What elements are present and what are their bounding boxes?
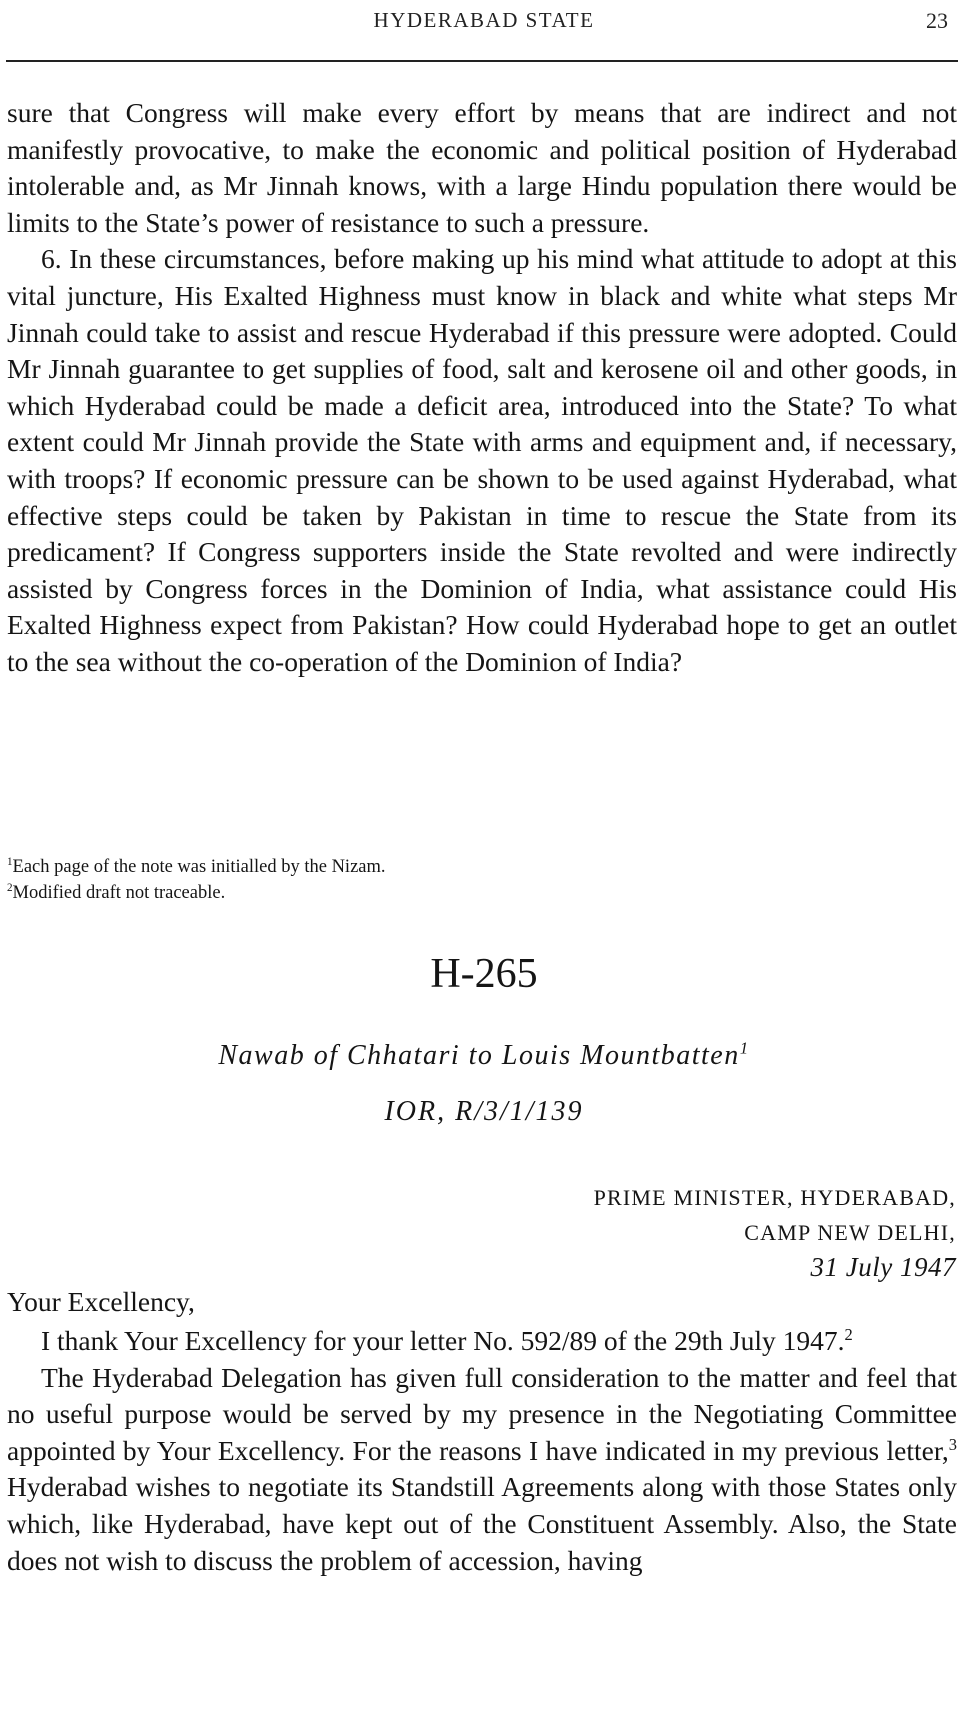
letter-paragraph-1 xyxy=(7,1323,957,1360)
letter-paragraph-2-text-a: The Hyderabad Delegation has given full consideration to the matter and feel that no useful purpose would be served by my presence in the Negotiating Committee appointed by Your Excellency. For the reasons I have indicated in my previous letter, xyxy=(7,1361,957,1466)
footnote-1 xyxy=(7,854,957,880)
letter-paragraph-2-text-b: Hyderabad wishes to negotiate its Standstill Agreements along with those States only which, like Hyderabad, have kept out of the Constituent Assembly. Also, the State does not wish to discuss the problem of accession, having xyxy=(7,1471,957,1576)
letter-address xyxy=(594,1180,956,1285)
paragraph-continued: sure that Congress will make every effort by means that are indirect and not manifestly provocative, to make the economic and political position of Hyderabad intolerable and, as Mr Jinnah knows, with a large Hindu population there would be limits to the State’s power of resistance to such a pressure. xyxy=(7,97,957,238)
document-source: IOR, R/3/1/139 xyxy=(384,1096,584,1127)
footnote-mark: 3 xyxy=(948,1434,957,1454)
footnote-mark: 1 xyxy=(739,1038,750,1058)
footnote-2 xyxy=(7,880,957,906)
header-rule xyxy=(6,60,958,62)
footnote-mark: 2 xyxy=(844,1324,853,1344)
running-head: HYDERABAD STATE xyxy=(373,8,595,32)
footnote-mark: 1 xyxy=(7,855,13,868)
page-number: 23 xyxy=(926,8,948,33)
document-number: H-265 xyxy=(430,951,538,997)
address-line-2: CAMP NEW DELHI, xyxy=(744,1220,956,1245)
document-title-text: Nawab of Chhatari to Louis Mountbatten xyxy=(218,1040,740,1071)
footnotes xyxy=(7,854,957,906)
letter-body xyxy=(7,1323,957,1579)
salutation: Your Excellency, xyxy=(7,1286,195,1317)
letter-paragraph-2 xyxy=(7,1360,957,1580)
letter-paragraph-1-text: I thank Your Excellency for your letter No. 592/89 of the 29th July 1947. xyxy=(41,1325,845,1356)
letter-date: 31 July 1947 xyxy=(810,1252,956,1282)
footnote-text: Modified draft not traceable. xyxy=(12,883,226,903)
page-header xyxy=(0,6,958,38)
paragraph-6: 6. In these circumstances, before making up his mind what attitude to adopt at this vital juncture, His Exalted Highness must know in black and white what steps Mr Jinnah could take to assist and rescue Hyderabad if this pressure were adopted. Could Mr Jinnah guarantee to get supplies of food, salt and kerosene oil and other goods, in which Hyderabad could be made a deficit area, introduced into the State? To what extent could Mr Jinnah provide the State with arms and equipment and, if necessary, with troops? If economic pressure can be shown to be used against Hyderabad, what effective steps could be taken by Pakistan in time to rescue the State from its predicament? If Congress supporters inside the State revolted and were indirectly assisted by Congress forces in the Dominion of India, what assistance could His Exalted Highness expect from Pakistan? How could Hyderabad hope to get an outlet to the sea without the co-operation of the Dominion of India? xyxy=(7,243,957,677)
document-title xyxy=(0,1040,968,1072)
address-line-1: PRIME MINISTER, HYDERABAD, xyxy=(593,1185,956,1210)
main-text xyxy=(7,95,957,681)
footnote-text: Each page of the note was initialled by the Nizam. xyxy=(12,857,386,877)
footnote-mark: 2 xyxy=(7,881,13,894)
